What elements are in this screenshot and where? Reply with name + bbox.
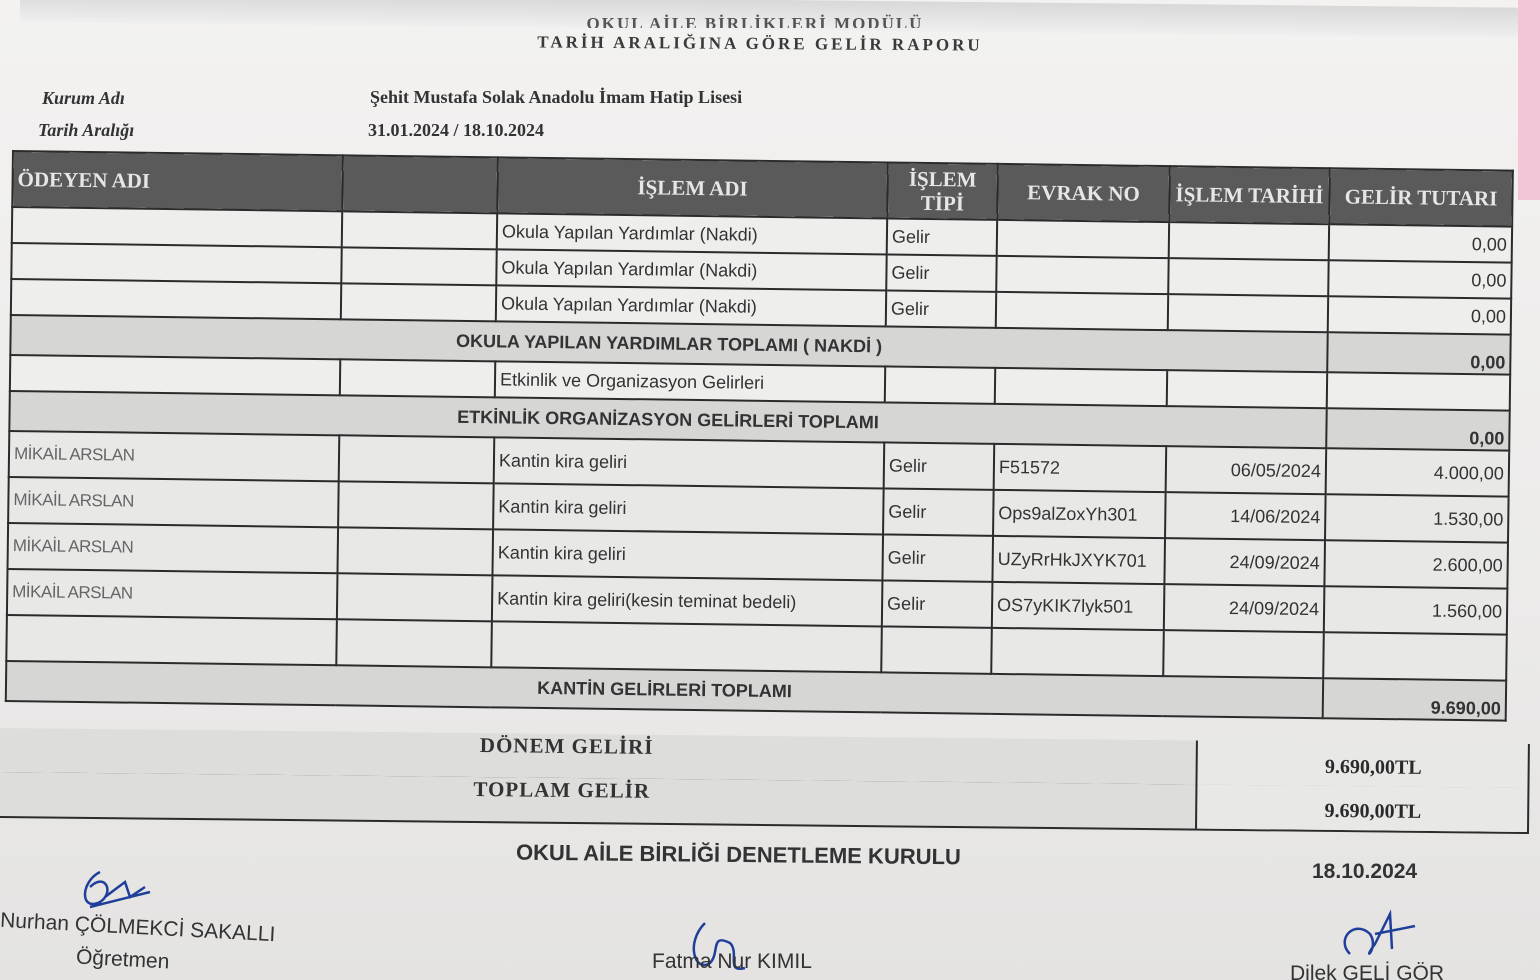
blank-cell	[336, 619, 492, 667]
transaction-date-cell: 24/09/2024	[1164, 584, 1325, 632]
amount-cell	[1323, 632, 1507, 680]
document-no-cell	[995, 368, 1167, 406]
col-header-payer: ÖDEYEN ADI	[12, 151, 343, 211]
subtotal-value: 0,00	[1327, 332, 1511, 374]
period-income-value: 9.690,00TL	[1324, 755, 1422, 779]
amount-cell: 0,00	[1328, 260, 1511, 298]
document-no-cell: F51572	[994, 444, 1167, 492]
amount-cell: 1.530,00	[1325, 494, 1509, 542]
payer-cell	[12, 207, 342, 247]
blank-cell	[341, 283, 496, 321]
transaction-name-cell: Okula Yapılan Yardımlar (Nakdi)	[497, 213, 887, 254]
payer-cell: MİKAİL ARSLAN	[9, 431, 340, 481]
transaction-name-cell: Kantin kira geliri(kesin teminat bedeli)	[492, 575, 883, 626]
blank-cell	[338, 481, 494, 529]
transaction-date-cell: 24/09/2024	[1164, 538, 1325, 586]
transaction-date-cell	[1163, 630, 1324, 678]
document-no-cell	[991, 628, 1164, 676]
signer3-name: Dilek GELİ GÖR	[1290, 962, 1445, 980]
total-income-value-cell	[1195, 785, 1529, 832]
transaction-type-cell: Gelir	[882, 534, 993, 581]
signer2-name: Fatma Nur KIMIL	[652, 950, 812, 973]
amount-cell: 2.600,00	[1324, 540, 1508, 588]
document-no-cell: UZyRrHkJXYK701	[992, 536, 1165, 584]
subtotal-label: KANTİN GELİRLERİ TOPLAMI	[6, 661, 1323, 718]
transaction-date-cell	[1167, 370, 1327, 408]
transaction-name-cell	[491, 621, 882, 672]
transaction-date-cell	[1169, 222, 1329, 260]
document-no-cell: OS7yKIK7lyk501	[992, 582, 1165, 630]
transaction-name-cell: Okula Yapılan Yardımlar (Nakdi)	[496, 249, 886, 290]
transaction-type-cell: Gelir	[886, 290, 996, 327]
transaction-name-cell: Kantin kira geliri	[493, 483, 884, 534]
payer-cell: MİKAİL ARSLAN	[8, 477, 339, 527]
col-header-income-amount: GELİR TUTARI	[1329, 168, 1513, 226]
pink-paper-edge	[1518, 0, 1540, 200]
blank-cell	[342, 211, 497, 249]
blank-cell	[340, 359, 495, 397]
col-header-transaction-name: İŞLEM ADI	[497, 157, 888, 218]
amount-cell: 4.000,00	[1326, 448, 1510, 496]
period-income-value-cell	[1195, 741, 1529, 788]
report-title: TARİH ARALIĞINA GÖRE GELİR RAPORU	[537, 32, 983, 55]
payer-cell: MİKAİL ARSLAN	[8, 523, 339, 573]
payer-cell: MİKAİL ARSLAN	[7, 569, 338, 619]
document-no-cell	[996, 256, 1168, 294]
document-no-cell	[996, 292, 1168, 330]
payer-cell	[11, 243, 341, 283]
payer-cell	[11, 279, 341, 319]
period-income-label: DÖNEM GELİRİ	[479, 733, 654, 759]
blank-cell	[341, 247, 496, 285]
total-income-label: TOPLAM GELİR	[473, 776, 651, 803]
signer1-title: Öğretmen	[75, 945, 170, 974]
date-range-label: Tarih Aralığı	[38, 120, 135, 140]
subtotal-value: 0,00	[1326, 408, 1510, 450]
transaction-date-cell: 06/05/2024	[1166, 446, 1327, 494]
amount-cell: 0,00	[1329, 224, 1512, 262]
transaction-type-cell: Gelir	[884, 442, 995, 489]
payer-cell	[10, 355, 340, 395]
transaction-name-cell: Etkinlik ve Organizasyon Gelirleri	[495, 361, 885, 402]
signer1-name: Nurhan ÇÖLMEKCİ SAKALLI	[0, 908, 276, 947]
institution-label: Kurum Adı	[42, 88, 125, 108]
transaction-type-cell: Gelir	[882, 580, 993, 627]
amount-cell: 0,00	[1328, 296, 1511, 334]
subtotal-label: OKULA YAPILAN YARDIMLAR TOPLAMI ( NAKDİ )	[10, 315, 1327, 372]
blank-cell	[339, 435, 495, 483]
transaction-date-cell	[1168, 258, 1328, 296]
institution-value: Şehit Mustafa Solak Anadolu İmam Hatip Lisesi	[370, 87, 743, 107]
transaction-date-cell: 14/06/2024	[1165, 492, 1326, 540]
payer-cell	[6, 615, 337, 665]
col-header-document-no: EVRAK NO	[997, 164, 1170, 222]
transaction-type-cell: Gelir	[883, 488, 994, 535]
transaction-date-cell	[1168, 294, 1328, 332]
subtotal-value: 9.690,00	[1323, 678, 1507, 720]
transaction-type-cell: Gelir	[887, 218, 997, 255]
col-header-transaction-date: İŞLEM TARİHİ	[1169, 166, 1330, 224]
transaction-name-cell: Kantin kira geliri	[494, 437, 885, 488]
module-title: OKUL AİLE BİRLİKLERİ MODÜLÜ	[586, 14, 924, 28]
transaction-type-cell	[881, 626, 992, 673]
blank-cell	[337, 573, 493, 621]
document-no-cell	[997, 220, 1169, 258]
col-header-transaction-type: İŞLEM TİPİ	[887, 162, 998, 219]
total-income-value: 9.690,00TL	[1324, 799, 1422, 823]
date-range-value: 31.01.2024 / 18.10.2024	[368, 120, 545, 140]
blank-cell	[337, 527, 493, 575]
transaction-name-cell: Okula Yapılan Yardımlar (Nakdi)	[496, 285, 886, 326]
subtotal-label: ETKİNLİK ORGANİZASYON GELİRLERİ TOPLAMI	[9, 391, 1326, 448]
transaction-type-cell	[885, 366, 995, 403]
amount-cell	[1327, 372, 1510, 410]
transaction-type-cell: Gelir	[886, 254, 996, 291]
income-table	[5, 150, 1514, 722]
amount-cell: 1.560,00	[1324, 586, 1508, 634]
signature-date: 18.10.2024	[1312, 860, 1418, 883]
transaction-name-cell: Kantin kira geliri	[492, 529, 883, 580]
col-header-blank	[342, 155, 498, 213]
document-no-cell: Ops9alZoxYh301	[993, 490, 1166, 538]
totals-block	[0, 728, 1535, 844]
committee-title: OKUL AİLE BİRLİĞİ DENETLEME KURULU	[515, 839, 962, 870]
